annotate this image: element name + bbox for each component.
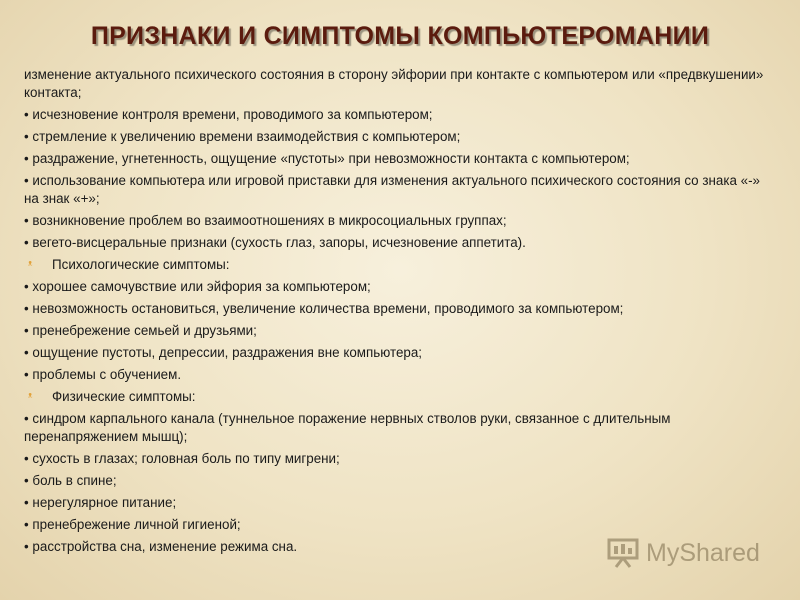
star-marker-icon: ᵜ: [28, 391, 33, 403]
list-item: • пренебрежение личной гигиеной;: [22, 516, 778, 534]
list-item: • сухость в глазах; головная боль по типу мигрени;: [22, 450, 778, 468]
list-item: • пренебрежение семьей и друзьями;: [22, 322, 778, 340]
logo-text: MyShared: [646, 538, 760, 567]
list-item: • проблемы с обучением.: [22, 366, 778, 384]
star-marker-icon: ᵜ: [28, 259, 33, 271]
list-item: • расстройства сна, изменение режима сна.: [22, 538, 778, 556]
list-item: • хорошее самочувствие или эйфория за компьютером;: [22, 278, 778, 296]
list-item: • вегето-висцеральные признаки (сухость глаз, запоры, исчезновение аппетита).: [22, 234, 778, 252]
section-heading-text: Физические симптомы:: [52, 389, 196, 404]
list-item: • нерегулярное питание;: [22, 494, 778, 512]
section-heading-text: Психологические симптомы:: [52, 257, 230, 272]
list-item: • исчезновение контроля времени, проводимого за компьютером;: [22, 106, 778, 124]
list-item: • невозможность остановиться, увеличение количества времени, проводимого за компьютером;: [22, 300, 778, 318]
section-heading-psychological: [22, 256, 778, 274]
slide-content: [22, 66, 778, 560]
slide-title: ПРИЗНАКИ И СИМПТОМЫ КОМПЬЮТЕРОМАНИИ: [90, 22, 710, 50]
watermark-logo: [606, 537, 760, 569]
list-item: • возникновение проблем во взаимоотношениях в микросоциальных группах;: [22, 212, 778, 230]
list-item: • ощущение пустоты, депрессии, раздражения вне компьютера;: [22, 344, 778, 362]
list-item: • раздражение, угнетенность, ощущение «пустоты» при невозможности контакта с компьютером;: [22, 150, 778, 168]
list-item: • синдром карпального канала (туннельное поражение нервных стволов руки, связанное с длительным перенапряжением мышц);: [22, 410, 778, 446]
list-item: • боль в спине;: [22, 472, 778, 490]
list-item: • стремление к увеличению времени взаимодействия с компьютером;: [22, 128, 778, 146]
section-heading-physical: [22, 388, 778, 406]
presentation-board-icon: [606, 537, 640, 569]
list-item: • использование компьютера или игровой приставки для изменения актуального психического состояния со знака «-» на знак «+»;: [22, 172, 778, 208]
intro-text: изменение актуального психического состояния в сторону эйфории при контакте с компьютером или «предвкушении» контакта;: [24, 67, 764, 100]
